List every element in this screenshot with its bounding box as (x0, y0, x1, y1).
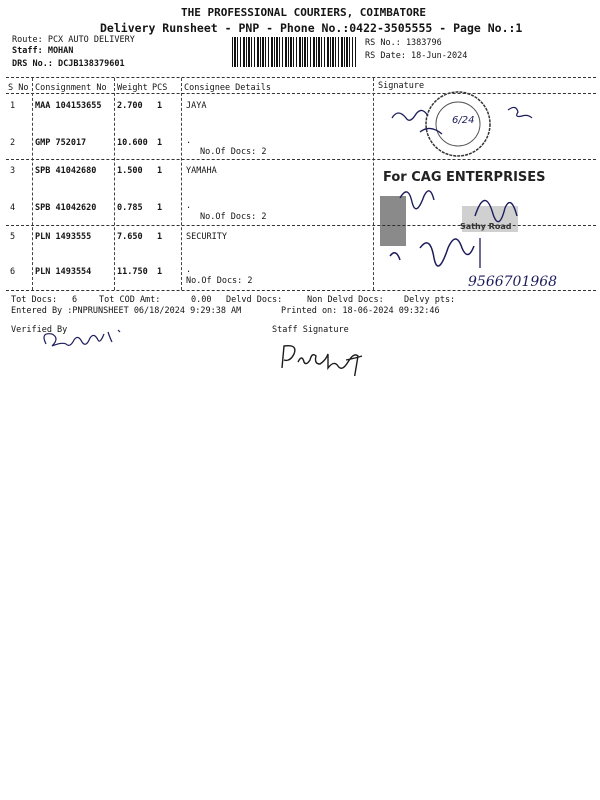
staff-signature-icon (276, 340, 386, 376)
row-pcs: 1 (157, 138, 163, 148)
col-sno: S No (8, 83, 29, 93)
row-consignee: JAYA (186, 101, 207, 111)
entered-by: Entered By :PNPRUNSHEET 06/18/2024 9:29:38 AM (11, 306, 242, 316)
row-pcs: 1 (157, 267, 163, 277)
verified-by-label: Verified By (11, 325, 68, 335)
rs-date: RS Date: 18-Jun-2024 (365, 51, 468, 61)
staff-signature-label: Staff Signature (272, 325, 349, 335)
verifier-signature-icon (38, 326, 148, 354)
handwritten-phone: 9566701968 (468, 274, 558, 290)
divider (373, 78, 374, 290)
row-pcs: 1 (157, 232, 163, 242)
signature-marks-icon (380, 88, 595, 298)
staff: Staff: MOHAN (12, 46, 74, 56)
row-sno: 4 (10, 203, 16, 213)
rs-number: RS No.: 1383796 (365, 38, 442, 48)
tot-docs-label: Tot Docs: (11, 295, 58, 305)
row-consignee: . (186, 201, 192, 211)
delvy-pts-label: Delvy pts: (404, 295, 456, 305)
col-consignee: Consignee Details (184, 83, 271, 93)
row-weight: 2.700 (117, 101, 143, 111)
divider (181, 78, 182, 290)
row-pcs: 1 (157, 101, 163, 111)
tot-cod-label: Tot COD Amt: (99, 295, 161, 305)
row-consignment: MAA 104153655 (35, 101, 102, 111)
row-consignee: YAMAHA (186, 166, 217, 176)
col-weight: Weight (117, 83, 148, 93)
tot-docs-value: 6 (72, 295, 78, 305)
divider (114, 78, 115, 290)
divider (32, 78, 33, 290)
row-docs: No.Of Docs: 2 (200, 147, 267, 157)
row-consignment: SPB 41042620 (35, 203, 97, 213)
row-consignment: PLN 1493554 (35, 267, 92, 277)
col-pcs: PCS (152, 83, 168, 93)
enterprise-stamp: For CAG ENTERPRISES (383, 170, 546, 185)
row-consignment: SPB 41042680 (35, 166, 97, 176)
row-sno: 3 (10, 166, 16, 176)
row-sno: 5 (10, 232, 16, 242)
row-consignee: . (186, 265, 192, 275)
company-title: THE PROFESSIONAL COURIERS, COIMBATORE (181, 6, 427, 19)
row-docs: No.Of Docs: 2 (200, 212, 267, 222)
table-top-rule (6, 77, 596, 78)
row-weight: 7.650 (117, 232, 143, 242)
col-consignment: Consignment No (35, 83, 107, 93)
row-pcs: 1 (157, 203, 163, 213)
runsheet-title: Delivery Runsheet - PNP - Phone No.:0422-3505555 - Page No.:1 (100, 21, 523, 35)
row-consignee: . (186, 136, 192, 146)
row-sno: 2 (10, 138, 16, 148)
row-docs: No.Of Docs: 2 (186, 276, 253, 286)
handwritten-date: 6/24 (452, 115, 475, 126)
row-weight: 10.600 (117, 138, 148, 148)
col-signature: Signature (378, 81, 425, 91)
row-sno: 1 (10, 101, 16, 111)
row-weight: 1.500 (117, 166, 143, 176)
row-consignment: GMP 752017 (35, 138, 87, 148)
drs-number: DRS No.: DCJB138379601 (12, 59, 125, 69)
row-pcs: 1 (157, 166, 163, 176)
non-delvd-docs-label: Non Delvd Docs: (307, 295, 384, 305)
address-stamp: Sathy Road (460, 222, 512, 231)
barcode (232, 37, 356, 67)
route: Route: PCX AUTO DELIVERY (12, 35, 135, 45)
row-weight: 11.750 (117, 267, 148, 277)
delvd-docs-label: Delvd Docs: (226, 295, 283, 305)
row-sno: 6 (10, 267, 16, 277)
row-consignment: PLN 1493555 (35, 232, 92, 242)
row-consignee: SECURITY (186, 232, 227, 242)
printed-on: Printed on: 18-06-2024 09:32:46 (281, 306, 440, 316)
row-weight: 0.785 (117, 203, 143, 213)
tot-cod-value: 0.00 (191, 295, 212, 305)
